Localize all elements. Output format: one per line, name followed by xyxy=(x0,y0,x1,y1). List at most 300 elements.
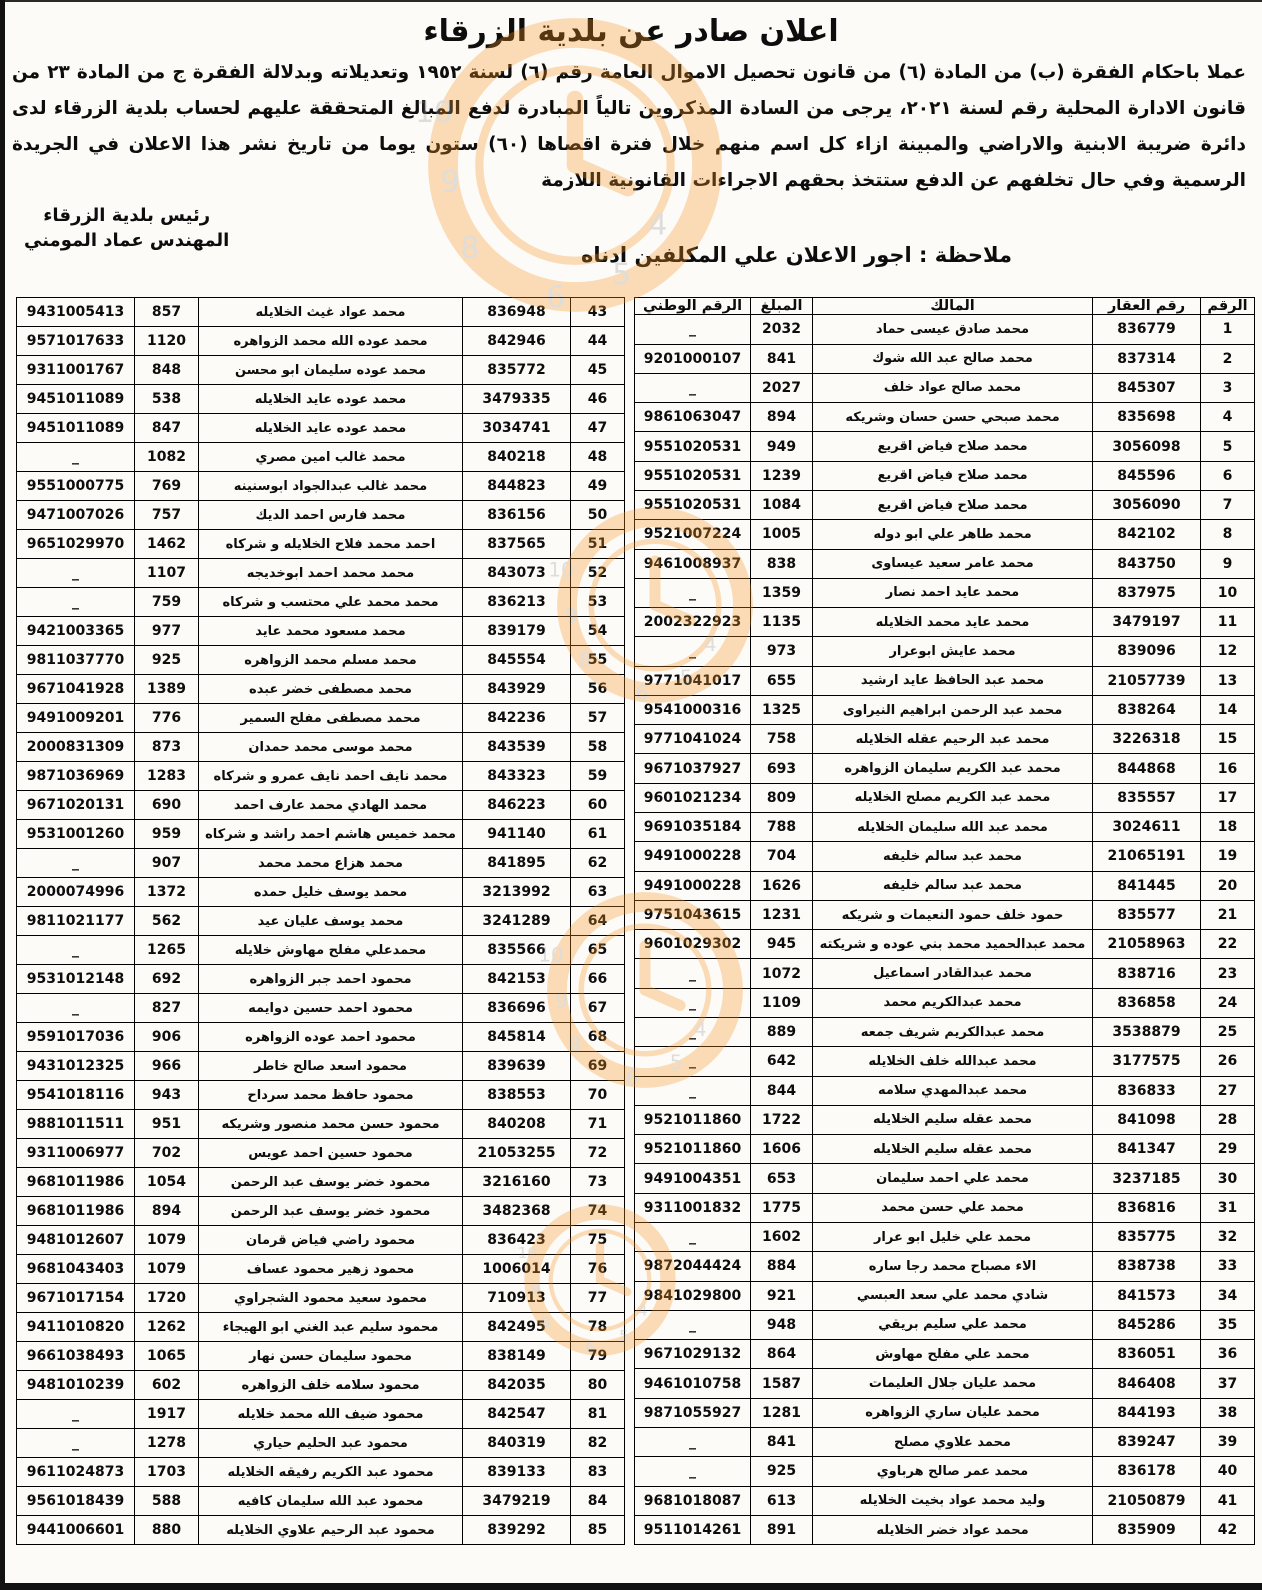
owners-table-rows-1-42 xyxy=(634,297,1255,1545)
table-row xyxy=(17,385,625,414)
serial-cell: 32 xyxy=(1201,1222,1255,1251)
table-row xyxy=(635,432,1255,461)
serial-cell: 31 xyxy=(1201,1193,1255,1222)
table-row xyxy=(635,1076,1255,1105)
owner-cell: محمد عبد الرحيم عقله الخلايله xyxy=(813,725,1093,754)
national-id-cell: 9451011089 xyxy=(17,385,135,414)
table-row xyxy=(17,878,625,907)
national-id-cell: 9521007224 xyxy=(635,520,751,549)
serial-cell: 14 xyxy=(1201,695,1255,724)
property-number-cell: 843323 xyxy=(463,762,571,791)
owner-cell: محمد عوده عايد الخلايله xyxy=(199,414,463,443)
property-number-cell: 21057739 xyxy=(1093,666,1201,695)
property-number-cell: 838264 xyxy=(1093,695,1201,724)
owner-cell: محمود عبد الحليم حياري xyxy=(199,1429,463,1458)
owner-cell: محمد علاوي مصلح xyxy=(813,1427,1093,1456)
national-id-cell: 9531001260 xyxy=(17,820,135,849)
table-row xyxy=(635,1486,1255,1515)
amount-cell: 1606 xyxy=(751,1135,813,1164)
property-number-cell: 836213 xyxy=(463,588,571,617)
serial-cell: 73 xyxy=(571,1168,625,1197)
amount-cell: 769 xyxy=(135,472,199,501)
national-id-cell: 9491009201 xyxy=(17,704,135,733)
serial-cell: 7 xyxy=(1201,490,1255,519)
national-id-cell: 9601021234 xyxy=(635,783,751,812)
amount-cell: 538 xyxy=(135,385,199,414)
property-number-cell: 3056090 xyxy=(1093,490,1201,519)
col-header-national-id: الرقم الوطني xyxy=(635,298,751,315)
property-number-cell: 21053255 xyxy=(463,1139,571,1168)
property-number-cell: 838553 xyxy=(463,1081,571,1110)
note-text: ملاحظة : اجور الاعلان علي المكلفين ادناه xyxy=(580,243,1012,268)
owner-cell: محمود سليمان حسن نهار xyxy=(199,1342,463,1371)
serial-cell: 69 xyxy=(571,1052,625,1081)
signature-block xyxy=(24,203,229,253)
property-number-cell: 1006014 xyxy=(463,1255,571,1284)
property-number-cell: 836779 xyxy=(1093,315,1201,344)
property-number-cell: 846408 xyxy=(1093,1369,1201,1398)
serial-cell: 75 xyxy=(571,1226,625,1255)
amount-cell: 2032 xyxy=(751,315,813,344)
owner-cell: محمد عبد سالم خليفه xyxy=(813,871,1093,900)
amount-cell: 1722 xyxy=(751,1105,813,1134)
amount-cell: 653 xyxy=(751,1164,813,1193)
amount-cell: 1626 xyxy=(751,871,813,900)
owner-cell: محمد عبدالحميد محمد بني عوده و شريكته xyxy=(813,930,1093,959)
property-number-cell: 839133 xyxy=(463,1458,571,1487)
serial-cell: 79 xyxy=(571,1342,625,1371)
property-number-cell: 3034741 xyxy=(463,414,571,443)
owner-cell: محمد عبد الكريم سليمان الزواهره xyxy=(813,754,1093,783)
national-id-cell: 9541018116 xyxy=(17,1081,135,1110)
amount-cell: 704 xyxy=(751,842,813,871)
table-row xyxy=(17,1313,625,1342)
table-row xyxy=(635,403,1255,432)
serial-cell: 85 xyxy=(571,1516,625,1545)
national-id-cell: 9481012607 xyxy=(17,1226,135,1255)
amount-cell: 2027 xyxy=(751,373,813,402)
owner-cell: محمد علي احمد سليمان xyxy=(813,1164,1093,1193)
national-id-cell: 9451011089 xyxy=(17,414,135,443)
national-id-cell: 9471007026 xyxy=(17,501,135,530)
serial-cell: 5 xyxy=(1201,432,1255,461)
property-number-cell: 835775 xyxy=(1093,1222,1201,1251)
owner-cell: محمد عبد الرحمن ابراهيم النيراوى xyxy=(813,695,1093,724)
owner-cell: محمد صلاح فياض اقريع xyxy=(813,461,1093,490)
table-row xyxy=(635,1193,1255,1222)
national-id-cell: 9861063047 xyxy=(635,403,751,432)
table-row xyxy=(635,520,1255,549)
amount-cell: 943 xyxy=(135,1081,199,1110)
amount-cell: 847 xyxy=(135,414,199,443)
national-id-cell: 9561018439 xyxy=(17,1487,135,1516)
serial-cell: 61 xyxy=(571,820,625,849)
owner-cell: محمد عبد الكريم مصلح الخلايله xyxy=(813,783,1093,812)
amount-cell: 1703 xyxy=(135,1458,199,1487)
table-row xyxy=(17,472,625,501)
serial-cell: 66 xyxy=(571,965,625,994)
amount-cell: 1082 xyxy=(135,443,199,472)
national-id-cell: _ xyxy=(17,849,135,878)
amount-cell: 613 xyxy=(751,1486,813,1515)
owner-cell: محمد عوده الله محمد الزواهره xyxy=(199,327,463,356)
serial-cell: 16 xyxy=(1201,754,1255,783)
national-id-cell: _ xyxy=(635,1457,751,1486)
amount-cell: 841 xyxy=(751,1427,813,1456)
national-id-cell: _ xyxy=(635,637,751,666)
serial-cell: 15 xyxy=(1201,725,1255,754)
amount-cell: 1325 xyxy=(751,695,813,724)
owner-cell: محمد عبدالقادر اسماعيل xyxy=(813,959,1093,988)
amount-cell: 693 xyxy=(751,754,813,783)
amount-cell: 1359 xyxy=(751,578,813,607)
national-id-cell: 9521011860 xyxy=(635,1135,751,1164)
property-number-cell: 837975 xyxy=(1093,578,1201,607)
table-row xyxy=(17,791,625,820)
owner-cell: محمدعلي مفلح مهاوش خلايله xyxy=(199,936,463,965)
amount-cell: 642 xyxy=(751,1047,813,1076)
property-number-cell: 3177575 xyxy=(1093,1047,1201,1076)
property-number-cell: 3482368 xyxy=(463,1197,571,1226)
amount-cell: 907 xyxy=(135,849,199,878)
owner-cell: محمد فارس احمد الديك xyxy=(199,501,463,530)
table-row xyxy=(17,1110,625,1139)
owner-cell: محمد علي خليل ابو عرار xyxy=(813,1222,1093,1251)
owner-cell: محمود احمد حسين دوايمه xyxy=(199,994,463,1023)
amount-cell: 1587 xyxy=(751,1369,813,1398)
national-id-cell: 9872044424 xyxy=(635,1252,751,1281)
property-number-cell: 835698 xyxy=(1093,403,1201,432)
property-number-cell: 840218 xyxy=(463,443,571,472)
table-row xyxy=(635,344,1255,373)
national-id-cell: 2000831309 xyxy=(17,733,135,762)
owner-cell: محمود خضر يوسف عبد الرحمن xyxy=(199,1197,463,1226)
owner-cell: محمد صالح عواد خلف xyxy=(813,373,1093,402)
amount-cell: 1231 xyxy=(751,900,813,929)
serial-cell: 72 xyxy=(571,1139,625,1168)
national-id-cell: 9871036969 xyxy=(17,762,135,791)
amount-cell: 945 xyxy=(751,930,813,959)
amount-cell: 1005 xyxy=(751,520,813,549)
owner-cell: محمد محمد علي محتسب و شركاه xyxy=(199,588,463,617)
national-id-cell: 9551020531 xyxy=(635,461,751,490)
property-number-cell: 846223 xyxy=(463,791,571,820)
owner-cell: محمد يوسف خليل حمده xyxy=(199,878,463,907)
national-id-cell: 9511014261 xyxy=(635,1515,751,1544)
col-header-serial: الرقم xyxy=(1201,298,1255,315)
table-row xyxy=(17,530,625,559)
national-id-cell: 9751043615 xyxy=(635,900,751,929)
property-number-cell: 837314 xyxy=(1093,344,1201,373)
national-id-cell: _ xyxy=(635,1427,751,1456)
property-number-cell: 839247 xyxy=(1093,1427,1201,1456)
national-id-cell: _ xyxy=(635,373,751,402)
owner-cell: محمود عبد الرحيم علاوي الخلايله xyxy=(199,1516,463,1545)
amount-cell: 1917 xyxy=(135,1400,199,1429)
signature-title: رئيس بلدية الزرقاء xyxy=(43,205,211,227)
owner-cell: محمد عايد محمد الخلايله xyxy=(813,608,1093,637)
table-row xyxy=(635,608,1255,637)
national-id-cell: 9651029970 xyxy=(17,530,135,559)
table-row xyxy=(17,646,625,675)
property-number-cell: 836816 xyxy=(1093,1193,1201,1222)
table-row xyxy=(635,315,1255,344)
serial-cell: 84 xyxy=(571,1487,625,1516)
national-id-cell: 9661038493 xyxy=(17,1342,135,1371)
table-row xyxy=(635,1310,1255,1339)
national-id-cell: _ xyxy=(17,1429,135,1458)
serial-cell: 24 xyxy=(1201,988,1255,1017)
table-row xyxy=(635,842,1255,871)
table-row xyxy=(635,725,1255,754)
property-number-cell: 3213992 xyxy=(463,878,571,907)
owner-cell: محمد صلاح فياض اقريع xyxy=(813,432,1093,461)
amount-cell: 588 xyxy=(135,1487,199,1516)
national-id-cell: 9311006977 xyxy=(17,1139,135,1168)
amount-cell: 894 xyxy=(751,403,813,432)
owner-cell: محمد خميس هاشم احمد راشد و شركاه xyxy=(199,820,463,849)
amount-cell: 925 xyxy=(135,646,199,675)
property-number-cell: 710913 xyxy=(463,1284,571,1313)
serial-cell: 78 xyxy=(571,1313,625,1342)
table-row xyxy=(17,762,625,791)
owner-cell: محمود اسعد صالح خاطر xyxy=(199,1052,463,1081)
serial-cell: 64 xyxy=(571,907,625,936)
serial-cell: 67 xyxy=(571,994,625,1023)
serial-cell: 54 xyxy=(571,617,625,646)
amount-cell: 1278 xyxy=(135,1429,199,1458)
serial-cell: 36 xyxy=(1201,1340,1255,1369)
serial-cell: 44 xyxy=(571,327,625,356)
table-row xyxy=(17,1487,625,1516)
national-id-cell: 9491000228 xyxy=(635,842,751,871)
table-row xyxy=(635,1340,1255,1369)
serial-cell: 22 xyxy=(1201,930,1255,959)
serial-cell: 18 xyxy=(1201,813,1255,842)
amount-cell: 894 xyxy=(135,1197,199,1226)
owner-cell: محمد غالب عبدالجواد ابوسنينه xyxy=(199,472,463,501)
table-row xyxy=(17,936,625,965)
amount-cell: 1602 xyxy=(751,1222,813,1251)
serial-cell: 51 xyxy=(571,530,625,559)
owner-cell: محمد هزاع محمد محمد xyxy=(199,849,463,878)
serial-cell: 4 xyxy=(1201,403,1255,432)
national-id-cell: _ xyxy=(635,1076,751,1105)
amount-cell: 906 xyxy=(135,1023,199,1052)
table-row xyxy=(635,490,1255,519)
table-row xyxy=(17,414,625,443)
property-number-cell: 841895 xyxy=(463,849,571,878)
amount-cell: 864 xyxy=(751,1340,813,1369)
property-number-cell: 839639 xyxy=(463,1052,571,1081)
amount-cell: 1107 xyxy=(135,559,199,588)
national-id-cell: 9311001832 xyxy=(635,1193,751,1222)
property-number-cell: 3538879 xyxy=(1093,1018,1201,1047)
owner-cell: محمد عليان ساري الزواهره xyxy=(813,1398,1093,1427)
table-row xyxy=(635,1164,1255,1193)
property-number-cell: 845554 xyxy=(463,646,571,675)
table-row xyxy=(17,443,625,472)
amount-cell: 1372 xyxy=(135,878,199,907)
national-id-cell: 2002322923 xyxy=(635,608,751,637)
serial-cell: 53 xyxy=(571,588,625,617)
owner-cell: محمد مسلم محمد الزواهره xyxy=(199,646,463,675)
serial-cell: 38 xyxy=(1201,1398,1255,1427)
amount-cell: 562 xyxy=(135,907,199,936)
amount-cell: 1079 xyxy=(135,1255,199,1284)
property-number-cell: 844193 xyxy=(1093,1398,1201,1427)
serial-cell: 50 xyxy=(571,501,625,530)
national-id-cell: 9771041017 xyxy=(635,666,751,695)
owner-cell: وليد محمد عواد بخيت الخلايله xyxy=(813,1486,1093,1515)
property-number-cell: 838149 xyxy=(463,1342,571,1371)
property-number-cell: 3056098 xyxy=(1093,432,1201,461)
property-number-cell: 836948 xyxy=(463,298,571,327)
serial-cell: 8 xyxy=(1201,520,1255,549)
property-number-cell: 3479335 xyxy=(463,385,571,414)
table-row xyxy=(17,733,625,762)
national-id-cell: 9431012325 xyxy=(17,1052,135,1081)
national-id-cell: _ xyxy=(635,578,751,607)
property-number-cell: 839292 xyxy=(463,1516,571,1545)
owner-cell: محمد عبد الحافظ عايد ارشيد xyxy=(813,666,1093,695)
owner-cell: محمد عوده عايد الخلايله xyxy=(199,385,463,414)
amount-cell: 1109 xyxy=(751,988,813,1017)
serial-cell: 21 xyxy=(1201,900,1255,929)
property-number-cell: 840319 xyxy=(463,1429,571,1458)
table-row xyxy=(17,588,625,617)
owner-cell: محمد عبدالله خلف الخلايله xyxy=(813,1047,1093,1076)
owner-cell: محمد مصطفى خضر عبده xyxy=(199,675,463,704)
serial-cell: 80 xyxy=(571,1371,625,1400)
table-row xyxy=(17,501,625,530)
table-row xyxy=(635,549,1255,578)
owner-cell: محمود راضي فياض قرمان xyxy=(199,1226,463,1255)
table-row xyxy=(17,965,625,994)
owner-cell: محمد عبد الله سليمان الخلايله xyxy=(813,813,1093,842)
owner-cell: الاء مصباح محمد رجا ساره xyxy=(813,1252,1093,1281)
amount-cell: 977 xyxy=(135,617,199,646)
col-header-owner: المالك xyxy=(813,298,1093,315)
property-number-cell: 844823 xyxy=(463,472,571,501)
national-id-cell: 9551020531 xyxy=(635,490,751,519)
amount-cell: 827 xyxy=(135,994,199,1023)
serial-cell: 29 xyxy=(1201,1135,1255,1164)
amount-cell: 692 xyxy=(135,965,199,994)
national-id-cell: 9461008937 xyxy=(635,549,751,578)
property-number-cell: 843929 xyxy=(463,675,571,704)
serial-cell: 82 xyxy=(571,1429,625,1458)
national-id-cell: _ xyxy=(17,588,135,617)
serial-cell: 19 xyxy=(1201,842,1255,871)
national-id-cell: _ xyxy=(17,994,135,1023)
property-number-cell: 843750 xyxy=(1093,549,1201,578)
national-id-cell: 9681043403 xyxy=(17,1255,135,1284)
table-row xyxy=(635,930,1255,959)
table-row xyxy=(635,871,1255,900)
national-id-cell: 9671041928 xyxy=(17,675,135,704)
national-id-cell: 9811037770 xyxy=(17,646,135,675)
serial-cell: 46 xyxy=(571,385,625,414)
serial-cell: 63 xyxy=(571,878,625,907)
owner-cell: محمود احمد عوده الزواهره xyxy=(199,1023,463,1052)
owner-cell: محمد عامر سعيد عيساوى xyxy=(813,549,1093,578)
amount-cell: 602 xyxy=(135,1371,199,1400)
national-id-cell: 9591017036 xyxy=(17,1023,135,1052)
property-number-cell: 836156 xyxy=(463,501,571,530)
amount-cell: 1720 xyxy=(135,1284,199,1313)
scan-edge-bottom xyxy=(0,1583,1262,1590)
national-id-cell: 9551020531 xyxy=(635,432,751,461)
national-id-cell: 9671020131 xyxy=(17,791,135,820)
serial-cell: 60 xyxy=(571,791,625,820)
property-number-cell: 3479197 xyxy=(1093,608,1201,637)
serial-cell: 47 xyxy=(571,414,625,443)
amount-cell: 1262 xyxy=(135,1313,199,1342)
serial-cell: 13 xyxy=(1201,666,1255,695)
amount-cell: 891 xyxy=(751,1515,813,1544)
serial-cell: 62 xyxy=(571,849,625,878)
national-id-cell: 9771041024 xyxy=(635,725,751,754)
table-row xyxy=(635,1105,1255,1134)
amount-cell: 949 xyxy=(751,432,813,461)
amount-cell: 966 xyxy=(135,1052,199,1081)
property-number-cell: 3479219 xyxy=(463,1487,571,1516)
table-row xyxy=(17,1197,625,1226)
serial-cell: 35 xyxy=(1201,1310,1255,1339)
table-row xyxy=(635,695,1255,724)
national-id-cell: 9571017633 xyxy=(17,327,135,356)
serial-cell: 2 xyxy=(1201,344,1255,373)
owner-cell: محمود سعيد محمود الشجراوي xyxy=(199,1284,463,1313)
table-row xyxy=(17,559,625,588)
property-number-cell: 838716 xyxy=(1093,959,1201,988)
amount-cell: 948 xyxy=(751,1310,813,1339)
national-id-cell: 9671037927 xyxy=(635,754,751,783)
owner-cell: محمد علي حسن محمد xyxy=(813,1193,1093,1222)
serial-cell: 43 xyxy=(571,298,625,327)
property-number-cell: 842946 xyxy=(463,327,571,356)
national-id-cell: _ xyxy=(635,959,751,988)
table-row xyxy=(17,704,625,733)
serial-cell: 42 xyxy=(1201,1515,1255,1544)
owner-cell: محمد غالب امين مصري xyxy=(199,443,463,472)
table-row xyxy=(17,356,625,385)
table-row xyxy=(635,988,1255,1017)
table-row xyxy=(635,754,1255,783)
owner-cell: محمد عبدالكريم محمد xyxy=(813,988,1093,1017)
national-id-cell: _ xyxy=(17,443,135,472)
serial-cell: 39 xyxy=(1201,1427,1255,1456)
property-number-cell: 835909 xyxy=(1093,1515,1201,1544)
table-row xyxy=(635,373,1255,402)
owner-cell: محمد مسعود محمد عايد xyxy=(199,617,463,646)
table-row xyxy=(17,1255,625,1284)
property-number-cell: 835577 xyxy=(1093,900,1201,929)
owner-cell: محمد عمر صالح هرباوي xyxy=(813,1457,1093,1486)
table-row xyxy=(635,1457,1255,1486)
amount-cell: 690 xyxy=(135,791,199,820)
table-row xyxy=(17,1429,625,1458)
serial-cell: 41 xyxy=(1201,1486,1255,1515)
national-id-cell: _ xyxy=(17,1400,135,1429)
table-row xyxy=(17,1516,625,1545)
property-number-cell: 836051 xyxy=(1093,1340,1201,1369)
amount-cell: 1072 xyxy=(751,959,813,988)
serial-cell: 52 xyxy=(571,559,625,588)
national-id-cell: _ xyxy=(635,988,751,1017)
table-row xyxy=(17,327,625,356)
